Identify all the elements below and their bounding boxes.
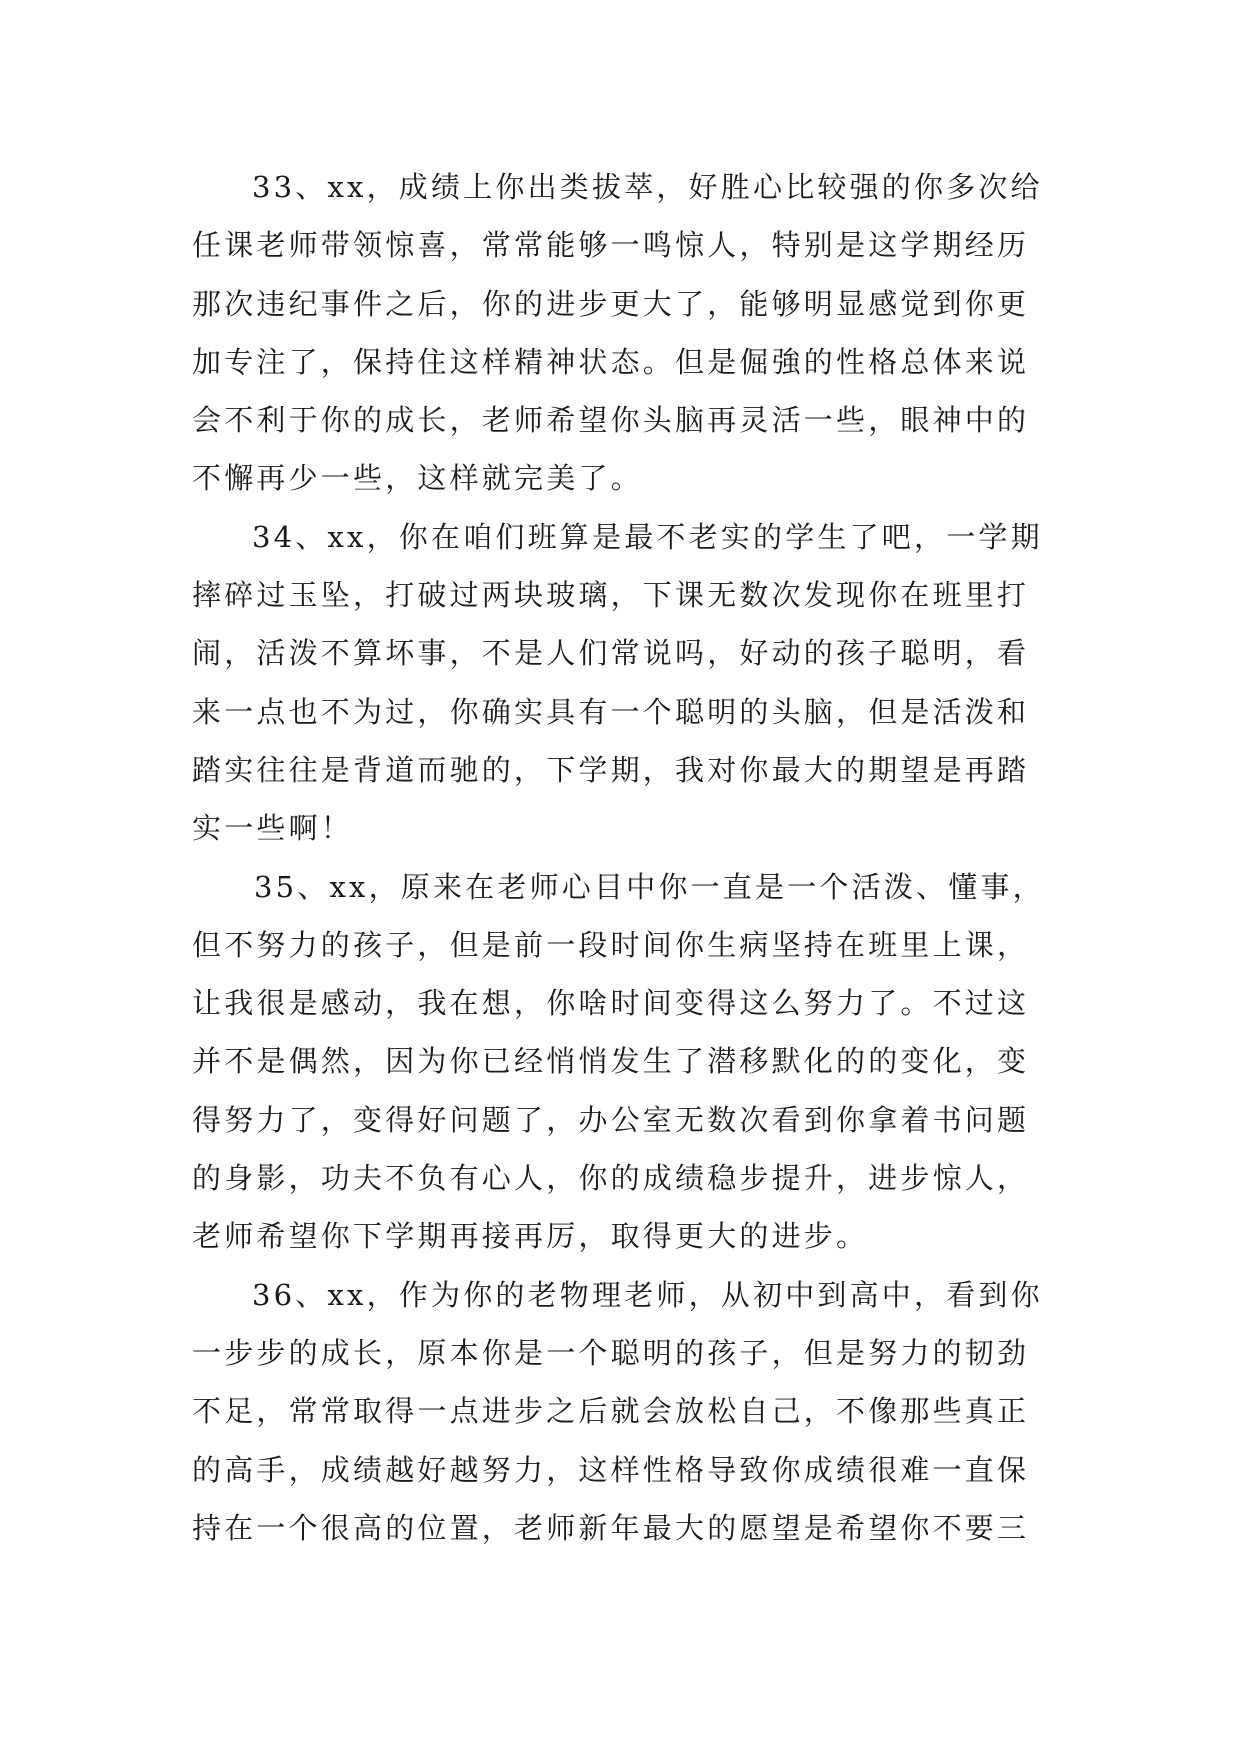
- text-line: 一步步的成长，原本你是一个聪明的孩子，但是努力的韧劲: [192, 1335, 1030, 1370]
- text-line: 会不利于你的成长，老师希望你头脑再灵活一些，眼神中的: [192, 403, 1030, 438]
- text-line: 不足，常常取得一点进步之后就会放松自己，不像那些真正: [192, 1394, 1030, 1429]
- text-line: 闹，活泼不算坏事，不是人们常说吗，好动的孩子聪明，看: [192, 636, 1030, 671]
- text-line: 踏实往往是背道而驰的，下学期，我对你最大的期望是再踏: [192, 752, 1030, 787]
- paragraph-35: [192, 858, 1052, 1266]
- text-line: 摔碎过玉坠，打破过两块玻璃，下课无数次发现你在班里打: [192, 578, 1030, 613]
- paragraph-33: [192, 158, 1052, 508]
- text-line: 36、xx，作为你的老物理老师，从初中到高中，看到你: [252, 1277, 1043, 1312]
- text-line: 任课老师带领惊喜，常常能够一鸣惊人，特别是这学期经历: [192, 228, 1030, 263]
- text-line: 老师希望你下学期再接再厉，取得更大的进步。: [192, 1219, 869, 1254]
- text-line: 来一点也不为过，你确实具有一个聪明的头脑，但是活泼和: [192, 694, 1030, 729]
- text-line: 但不努力的孩子，但是前一段时间你生病坚持在班里上课，: [192, 927, 1030, 962]
- text-line: 33、xx，成绩上你出类拔萃，好胜心比较强的你多次给: [252, 170, 1043, 204]
- text-line: 让我很是感动，我在想，你啥时间变得这么努力了。不过这: [192, 986, 1030, 1021]
- paragraph-36: [192, 1266, 1052, 1557]
- text-line: 34、xx，你在咱们班算是最不老实的学生了吧，一学期: [252, 519, 1043, 554]
- text-line: 并不是偶然，因为你已经悄悄发生了潜移默化的的变化，变: [192, 1044, 1030, 1079]
- text-line: 那次违纪事件之后，你的进步更大了，能够明显感觉到你更: [192, 286, 1030, 321]
- document-body: [192, 158, 1052, 1557]
- text-line: 的高手，成绩越好越努力，这样性格导致你成绩很难一直保: [192, 1452, 1030, 1487]
- text-line: 加专注了，保持住这样精神状态。但是倔強的性格总体来说: [192, 344, 1030, 379]
- text-line: 不懈再少一些，这样就完美了。: [192, 461, 643, 496]
- text-line: 实一些啊！: [192, 811, 354, 846]
- text-line: 持在一个很高的位置，老师新年最大的愿望是希望你不要三: [192, 1510, 1030, 1545]
- text-line: 得努力了，变得好问题了，办公室无数次看到你拿着书问题: [192, 1102, 1030, 1137]
- paragraph-34: [192, 508, 1052, 858]
- text-line: 的身影，功夫不负有心人，你的成绩稳步提升，进步惊人，: [192, 1161, 1030, 1196]
- text-line: 35、xx，原来在老师心目中你一直是一个活泼、懂事，: [254, 869, 1045, 904]
